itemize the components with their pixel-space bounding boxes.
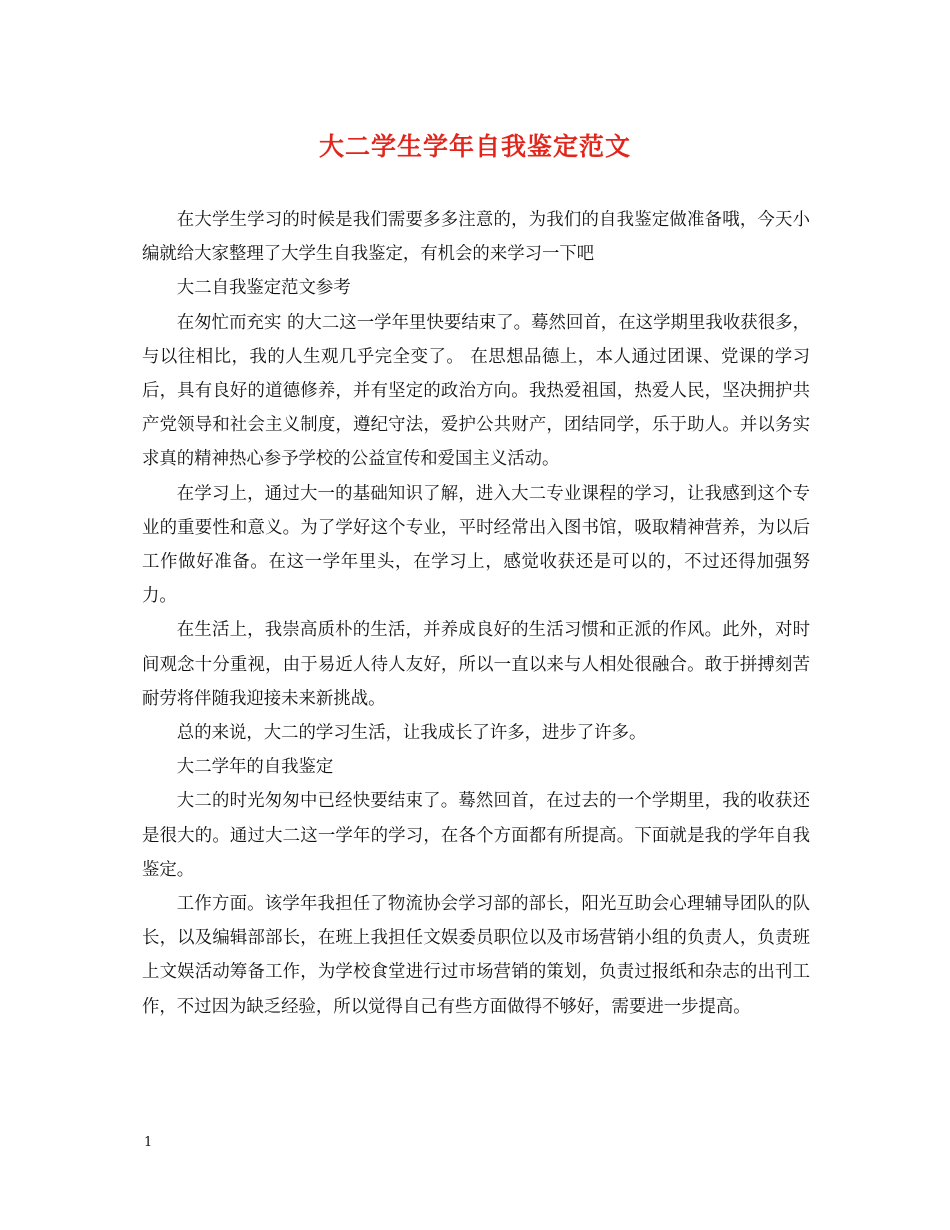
body-paragraph: 在匆忙而充实 的大二这一学年里快要结束了。蓦然回首，在这学期里我收获很多，与以往相比，我的人生观几乎完全变了。 在思想品德上，本人通过团课、党课的学习后，具有良好的道德修养，并有坚定的政治方向。我热爱祖国，热爱人民，坚决拥护共产党领导和社会主义制度，遵纪守法，爱护公共财产，团结同学，乐于助人。并以务实求真的精神热心参予学校的公益宣传和爱国主义活动。 bbox=[142, 312, 810, 470]
page-number: 1 bbox=[144, 1135, 153, 1150]
document-body bbox=[142, 203, 810, 1024]
body-paragraph: 大二的时光匆匆中已经快要结束了。蓦然回首，在过去的一个学期里，我的收获还是很大的。通过大二这一学年的学习，在各个方面都有所提高。下面就是我的学年自我鉴定。 bbox=[142, 791, 810, 880]
body-paragraph: 在学习上，通过大一的基础知识了解，进入大二专业课程的学习，让我感到这个专业的重要性和意义。为了学好这个专业，平时经常出入图书馆，吸取精神营养，为以后工作做好准备。在这一学年里头，在学习上，感觉收获还是可以的，不过还得加强努力。 bbox=[142, 483, 810, 607]
page-title: 大二学生学年自我鉴定范文 bbox=[318, 132, 631, 161]
section-heading: 大二学年的自我鉴定 bbox=[176, 757, 334, 778]
body-paragraph: 总的来说，大二的学习生活，让我成长了许多，进步了许多。 bbox=[176, 723, 647, 744]
section-heading: 大二自我鉴定范文参考 bbox=[176, 278, 351, 299]
body-paragraph: 工作方面。该学年我担任了物流协会学习部的部长，阳光互助会心理辅导团队的队长，以及编辑部部长，在班上我担任文娱委员职位以及市场营销小组的负责人，负责班上文娱活动筹备工作，为学校食堂进行过市场营销的策划，负责过报纸和杂志的出刊工作，不过因为缺乏经验，所以觉得自己有些方面做得不够好，需要进一步提高。 bbox=[142, 894, 810, 1017]
intro-paragraph: 在大学生学习的时候是我们需要多多注意的，为我们的自我鉴定做准备哦，今天小编就给大家整理了大学生自我鉴定，有机会的来学习一下吧 bbox=[142, 210, 810, 265]
body-paragraph: 在生活上，我崇高质朴的生活，并养成良好的生活习惯和正派的作风。此外，对时间观念十分重视，由于易近人待人友好，所以一直以来与人相处很融合。敢于拼搏刻苦耐劳将伴随我迎接未来新挑战。 bbox=[142, 620, 810, 709]
